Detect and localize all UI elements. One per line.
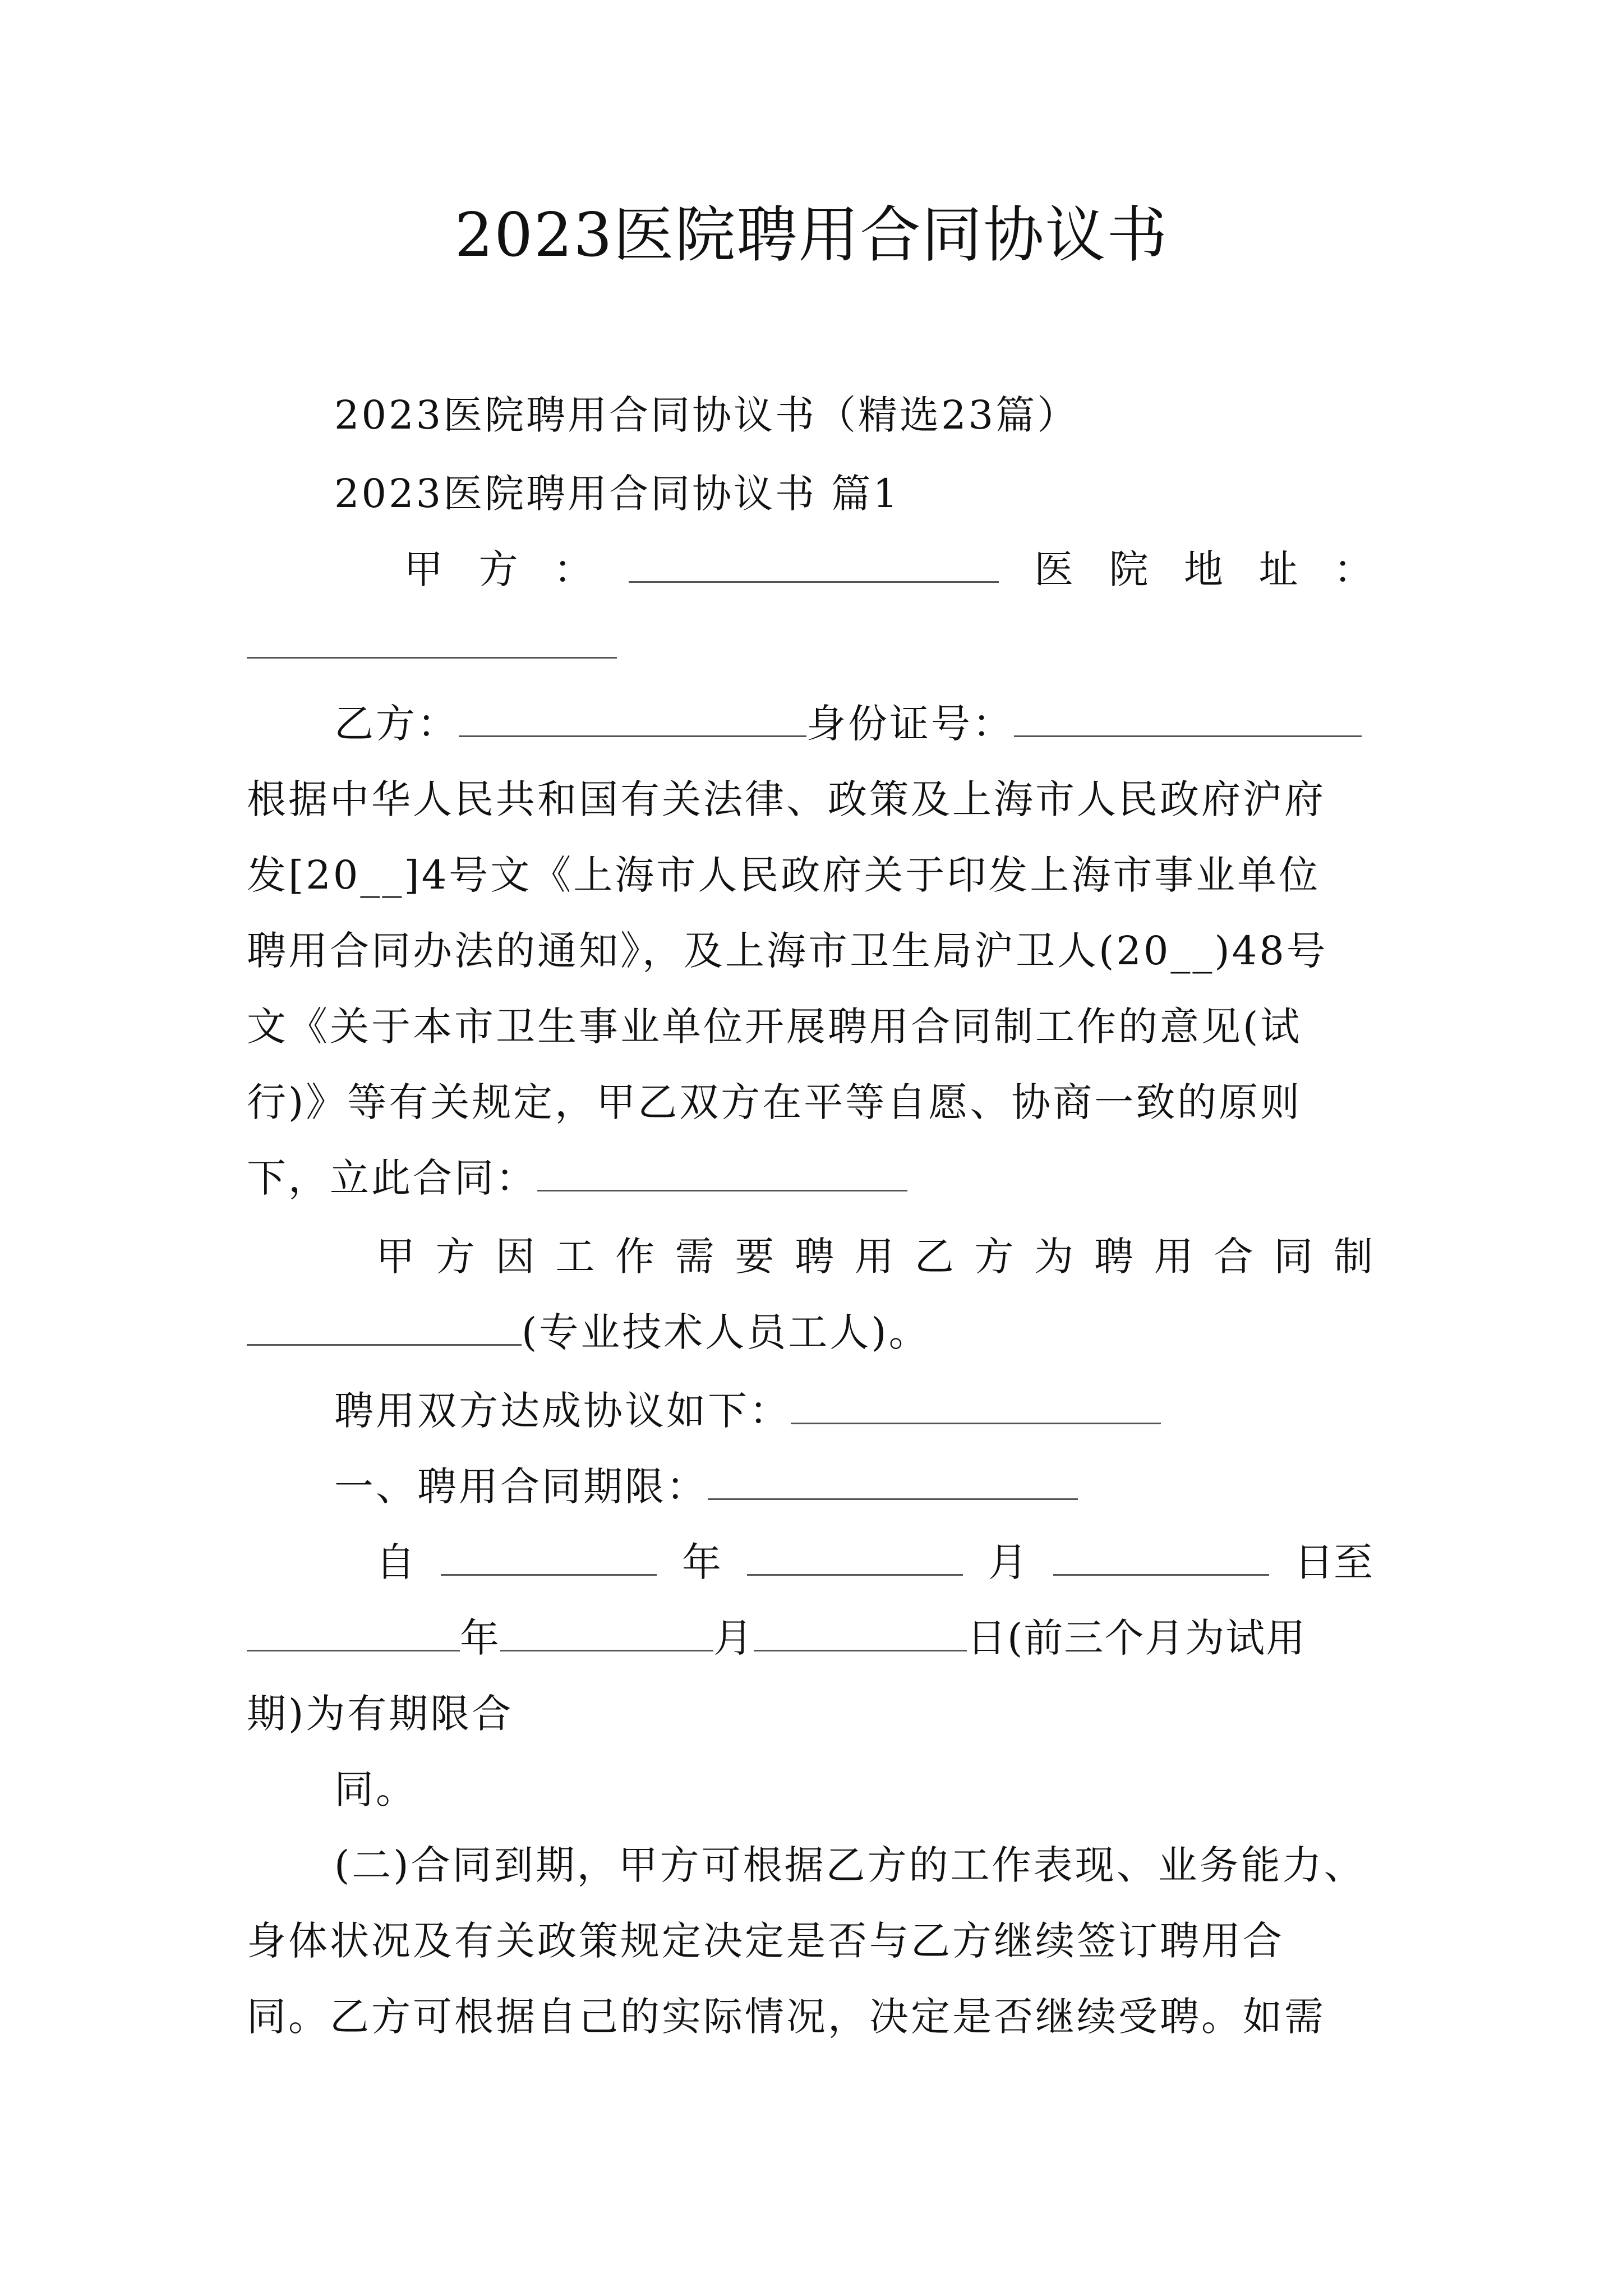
basis-line: 行)》等有关规定，甲乙双方在平等自愿、协商一致的原则 xyxy=(247,1079,1302,1125)
start-day-blank[interactable] xyxy=(1053,1540,1269,1576)
renewal-line: (二)合同到期，甲方可根据乙方的工作表现、业务能力、 xyxy=(334,1842,1366,1888)
employ-char: 方 xyxy=(435,1234,475,1280)
period-from: 自 xyxy=(376,1539,415,1585)
employ-char: 方 xyxy=(974,1234,1014,1280)
party-a-char: ： xyxy=(554,546,593,592)
employ-char: 需 xyxy=(675,1234,714,1280)
agreement-blank[interactable] xyxy=(791,1389,1161,1424)
basis-line: 聘用合同办法的通知》，及上海市卫生局沪卫人(20__)48号 xyxy=(247,928,1328,974)
basis-line: 文《关于本市卫生事业单位开展聘用合同制工作的意见(试 xyxy=(247,1004,1302,1050)
employ-char: 工 xyxy=(555,1234,595,1280)
employ-char: 用 xyxy=(855,1234,894,1280)
address-char: 院 xyxy=(1109,546,1149,592)
address-blank[interactable] xyxy=(247,623,617,659)
address-char: 医 xyxy=(1034,546,1073,592)
period-year-label: 年 xyxy=(682,1539,721,1585)
party-a-char: 方 xyxy=(478,546,518,592)
party-b-blank[interactable] xyxy=(459,702,806,737)
employ-type-blank[interactable] xyxy=(247,1310,522,1346)
employ-line xyxy=(376,1228,1373,1285)
employ-char: 同 xyxy=(1274,1234,1313,1280)
address-char: 地 xyxy=(1184,546,1223,592)
id-number-label: 身份证号： xyxy=(806,701,1014,747)
period-day-to: 日至 xyxy=(1294,1539,1373,1585)
employ-type-text: (专业技术人员工人)。 xyxy=(522,1309,930,1355)
address-char: 址 xyxy=(1258,546,1298,592)
id-number-blank[interactable] xyxy=(1014,702,1362,737)
employ-char: 因 xyxy=(495,1234,535,1280)
basis-line: 发[20__]4号文《上海市人民政府关于印发上海市事业单位 xyxy=(247,852,1321,898)
period-end-year-label: 年 xyxy=(460,1615,500,1661)
section-one-blank[interactable] xyxy=(708,1465,1078,1500)
renewal-line: 身体状况及有关政策规定决定是否与乙方继续签订聘用合 xyxy=(247,1918,1284,1964)
end-day-blank[interactable] xyxy=(754,1616,967,1651)
period-end-month-label: 月 xyxy=(713,1615,754,1661)
start-year-blank[interactable] xyxy=(441,1540,657,1576)
party-a-char: 甲 xyxy=(404,546,443,592)
period-tail-end: 同。 xyxy=(334,1766,417,1812)
end-year-blank[interactable] xyxy=(247,1616,460,1651)
party-a-blank[interactable] xyxy=(629,547,999,583)
employ-char: 聘 xyxy=(1094,1234,1133,1280)
basis-line: 根据中华人民共和国有关法律、政策及上海市人民政府沪府 xyxy=(247,776,1326,822)
period-tail-line: 期)为有期限合 xyxy=(247,1691,514,1737)
employ-char: 合 xyxy=(1214,1234,1253,1280)
period-line xyxy=(376,1534,1373,1590)
employ-char: 用 xyxy=(1154,1234,1193,1280)
party-a-line xyxy=(404,541,1373,597)
start-month-blank[interactable] xyxy=(747,1540,963,1576)
document-title: 2023医院聘用合同协议书 xyxy=(454,200,1169,270)
section-one-line xyxy=(334,1458,1078,1515)
address-char: ： xyxy=(1334,546,1373,592)
end-month-blank[interactable] xyxy=(500,1616,713,1651)
employ-char: 乙 xyxy=(914,1234,954,1280)
party-b-label: 乙方： xyxy=(334,701,459,747)
address-blank-line xyxy=(247,617,617,673)
employ-char: 要 xyxy=(735,1234,774,1280)
basis-last-line xyxy=(247,1150,907,1206)
period-month-label: 月 xyxy=(988,1539,1027,1585)
employ-char: 为 xyxy=(1034,1234,1074,1280)
section-one-text: 一、聘用合同期限： xyxy=(334,1464,708,1510)
employ-char: 制 xyxy=(1334,1234,1373,1280)
basis-last-text: 下，立此合同： xyxy=(247,1155,537,1201)
renewal-line: 同。乙方可根据自己的实际情况，决定是否继续受聘。如需 xyxy=(247,1994,1326,2040)
employ-char: 聘 xyxy=(795,1234,834,1280)
subtitle-collection: 2023医院聘用合同协议书（精选23篇） xyxy=(334,392,1079,438)
period-end-line xyxy=(247,1610,1306,1666)
agreement-intro-text: 聘用双方达成协议如下： xyxy=(334,1388,791,1434)
employ-char: 作 xyxy=(615,1234,654,1280)
employ-char: 甲 xyxy=(376,1234,415,1280)
party-b-line xyxy=(334,696,1362,752)
period-day-trial: 日(前三个月为试用 xyxy=(967,1615,1307,1661)
subtitle-part: 2023医院聘用合同协议书 篇1 xyxy=(334,471,900,517)
employ-type-line xyxy=(247,1304,930,1360)
agreement-intro-line xyxy=(334,1383,1161,1439)
basis-blank[interactable] xyxy=(537,1156,907,1191)
